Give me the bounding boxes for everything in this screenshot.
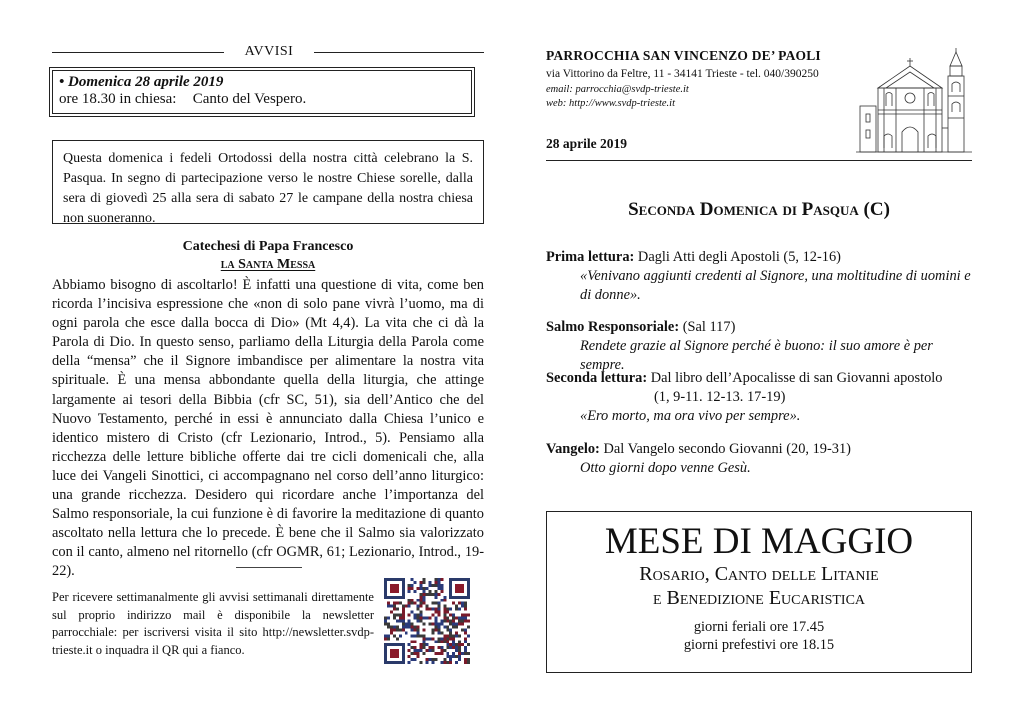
divider bbox=[236, 567, 302, 568]
event-date: • Domenica 28 aprile 2019 bbox=[59, 74, 224, 90]
reading-quote: Otto giorni dopo venne Gesù. bbox=[580, 460, 751, 476]
divider bbox=[52, 52, 224, 53]
catechesis-body: Abbiamo bisogno di ascoltarlo! È infatti una questione di vita, come ben ricorda l’incisiva espressione che «non di solo pane vivrà l’uomo, ma di ogni parola che esce dalla bocca di Dio» (Mt 4,4). La vita che ci dà la Parola di Dio. In questo senso, parliamo della Liturgia della Parola come della “mensa” che il Signore imbandisce per alimentare la nostra vita spirituale. È una mensa abbondante quella della liturgia, che attinge largamente ai tesori della Bibbia (cfr SC, 51), sia dell’Antico che del Nuovo Testamento, perché in essi è annunciato dalla Chiesa l’unico e identico mistero di Cristo (cfr Lezionario, Introd., 5). Pensiamo alla ricchezza delle letture bibliche offerte dai tre cicli domenicali che, alla luce dei Vangeli Sinottici, ci accompagnano nel corso dell’anno liturgico: una grande ricchezza. Desidero qui ricordare anche l’importanza del Salmo responsoriale, la cui funzione è di favorire la meditazione di quanto ascoltato nella lettura che lo precede. È bene che il Salmo sia valorizzato con il canto, almeno nel ritornello (cfr OGMR, 61; Lezionario, Introd., 19-22). bbox=[52, 277, 484, 580]
avvisi-heading: AVVISI bbox=[244, 44, 294, 59]
reading-label: Salmo Responsoriale: bbox=[546, 319, 680, 335]
reading-source: Dal Vangelo secondo Giovanni (20, 19-31) bbox=[603, 441, 851, 457]
catechesis-heading bbox=[52, 238, 484, 274]
catechesis-title: Catechesi di Papa Francesco bbox=[182, 239, 354, 254]
reading-source-ref: (1, 9-11. 12-13. 17-19) bbox=[654, 389, 786, 405]
divider bbox=[314, 52, 484, 53]
event-box bbox=[52, 70, 472, 114]
parish-address: via Vittorino da Feltre, 11 - 34141 Trieste - tel. 040/390250 bbox=[546, 68, 819, 80]
catechesis-subtitle: la Santa Messa bbox=[220, 257, 316, 272]
reading-source: Dagli Atti degli Apostoli (5, 12-16) bbox=[637, 249, 841, 265]
avvisi-header bbox=[52, 44, 484, 60]
reading-quote: «Ero morto, ma ora vivo per sempre». bbox=[580, 408, 801, 424]
reading-label: Vangelo: bbox=[546, 441, 600, 457]
may-title: MESE DI MAGGIO bbox=[604, 521, 914, 562]
reading-label: Seconda lettura: bbox=[546, 370, 648, 386]
may-prefestive: giorni prefestivi ore 18.15 bbox=[683, 637, 835, 653]
qr-code-icon[interactable] bbox=[384, 578, 470, 664]
church-drawing-icon bbox=[856, 48, 972, 156]
reading-quote: Rendete grazie al Signore perché è buono: il suo amore è per sempre. bbox=[580, 338, 933, 373]
reading-quote: «Venivano aggiunti credenti al Signore, una moltitudine di uomini e di donne». bbox=[580, 268, 971, 303]
may-month-box bbox=[546, 511, 972, 673]
parish-web[interactable]: web: http://www.svdp-trieste.it bbox=[546, 98, 676, 109]
parish-email[interactable]: email: parrocchia@svdp-trieste.it bbox=[546, 84, 689, 95]
event-time: ore 18.30 in chiesa: bbox=[59, 91, 177, 107]
second-reading bbox=[546, 369, 972, 426]
reading-source: (Sal 117) bbox=[682, 319, 736, 335]
sunday-title: Seconda Domenica di Pasqua (C) bbox=[628, 199, 890, 220]
reading-source: Dal libro dell’Apocalisse di san Giovanni apostolo bbox=[650, 370, 943, 386]
may-line-2: e Benedizione Eucaristica bbox=[652, 587, 866, 609]
newsletter-text: Per ricevere settimanalmente gli avvisi settimanali direttamente sul proprio indirizzo mail è disponibile la newsletter parrocchiale: per iscriversi visita il sito http://newsletter.svdp-trieste.it o inquadra il QR qui a fianco. bbox=[52, 590, 374, 657]
bulletin-date: 28 aprile 2019 bbox=[546, 136, 627, 151]
first-reading bbox=[546, 248, 972, 305]
orthodox-notice: Questa domenica i fedeli Ortodossi della nostra città celebrano la S. Pasqua. In segno di partecipazione verso le nostre Chiese sorelle, dalla sera di giovedì 25 alla sera di sabato 27 le campane della nostra chiesa non suoneranno. bbox=[52, 140, 484, 224]
divider bbox=[546, 160, 972, 161]
may-line-1: Rosario, Canto delle Litanie bbox=[639, 563, 879, 585]
event-activity: Canto del Vespero. bbox=[192, 91, 307, 107]
reading-label: Prima lettura: bbox=[546, 249, 635, 265]
psalm bbox=[546, 318, 972, 375]
may-weekdays: giorni feriali ore 17.45 bbox=[693, 619, 825, 635]
parish-name: PARROCCHIA SAN VINCENZO DE’ PAOLI bbox=[546, 48, 821, 63]
gospel bbox=[546, 440, 972, 478]
